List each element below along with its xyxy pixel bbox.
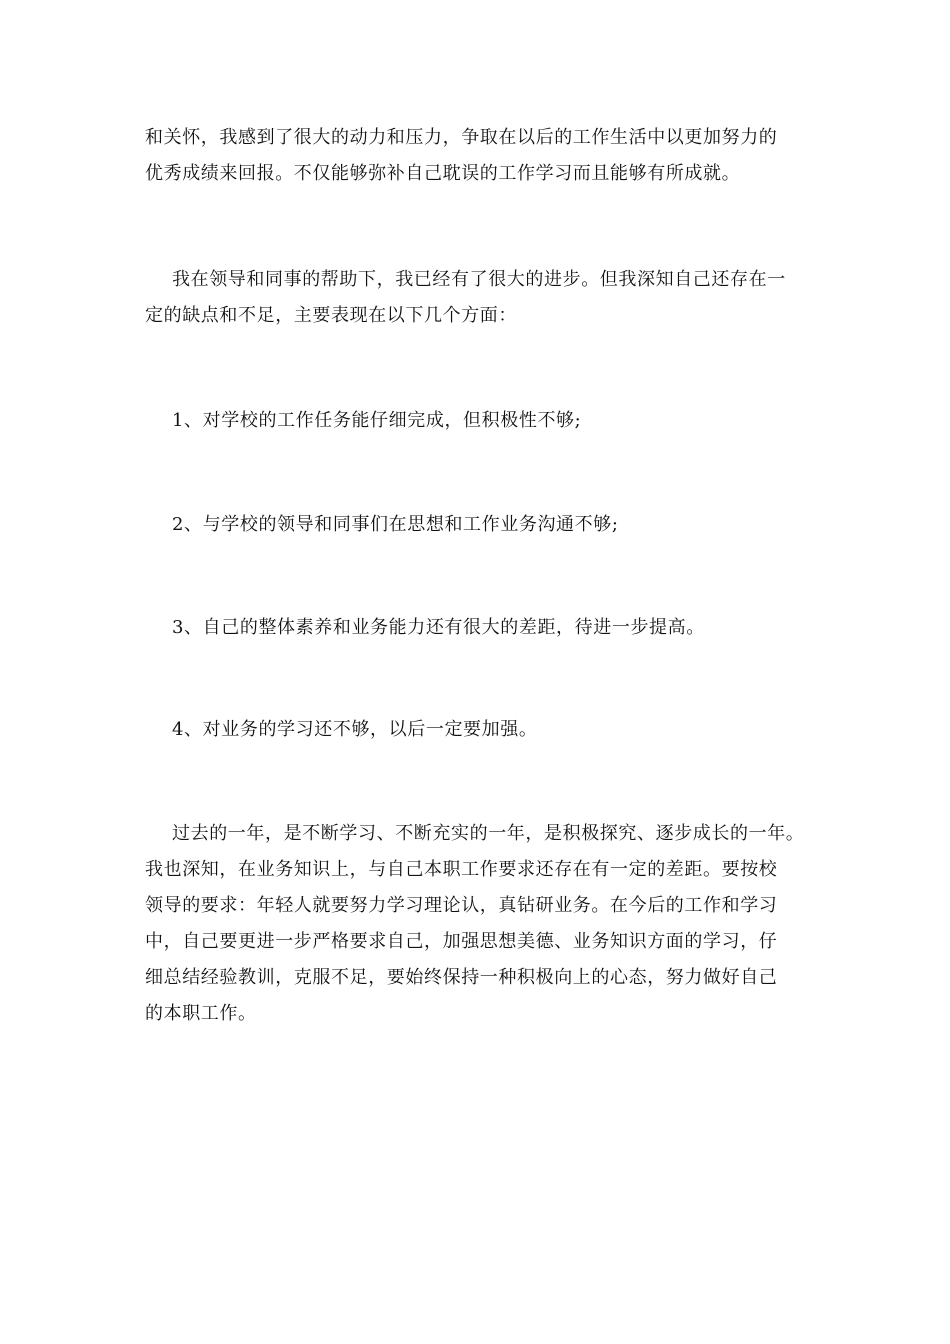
paragraph-1-line-2: 优秀成绩来回报。不仅能够弥补自己耽误的工作学习而且能够有所成就。 xyxy=(145,163,741,184)
paragraph-2-line-2: 定的缺点和不足，主要表现在以下几个方面： xyxy=(145,305,517,326)
paragraph-3-line-3: 领导的要求：年轻人就要努力学习理论认，真钻研业务。在今后的工作和学习 xyxy=(145,895,778,916)
list-item-2: 2、与学校的领导和同事们在思想和工作业务沟通不够; xyxy=(172,514,619,535)
list-item-1: 1、对学校的工作任务能仔细完成，但积极性不够; xyxy=(172,410,582,431)
paragraph-2-line-1: 我在领导和同事的帮助下，我已经有了很大的进步。但我深知自己还存在一 xyxy=(172,269,786,290)
list-item-4: 4、对业务的学习还不够，以后一定要加强。 xyxy=(172,719,538,740)
paragraph-3-line-4: 中，自己要更进一步严格要求自己，加强思想美德、业务知识方面的学习，仔 xyxy=(145,931,778,952)
paragraph-3-line-1: 过去的一年，是不断学习、不断充实的一年，是积极探究、逐步成长的一年。 xyxy=(172,823,805,844)
list-item-3: 3、自己的整体素养和业务能力还有很大的差距，待进一步提高。 xyxy=(172,617,705,638)
paragraph-3-line-6: 的本职工作。 xyxy=(145,1003,257,1024)
paragraph-3-line-2: 我也深知，在业务知识上，与自己本职工作要求还存在有一定的差距。要按校 xyxy=(145,859,778,880)
paragraph-3-line-5: 细总结经验教训，克服不足，要始终保持一种积极向上的心态，努力做好自己 xyxy=(145,967,778,988)
paragraph-1-line-1: 和关怀，我感到了很大的动力和压力，争取在以后的工作生活中以更加努力的 xyxy=(145,127,778,148)
